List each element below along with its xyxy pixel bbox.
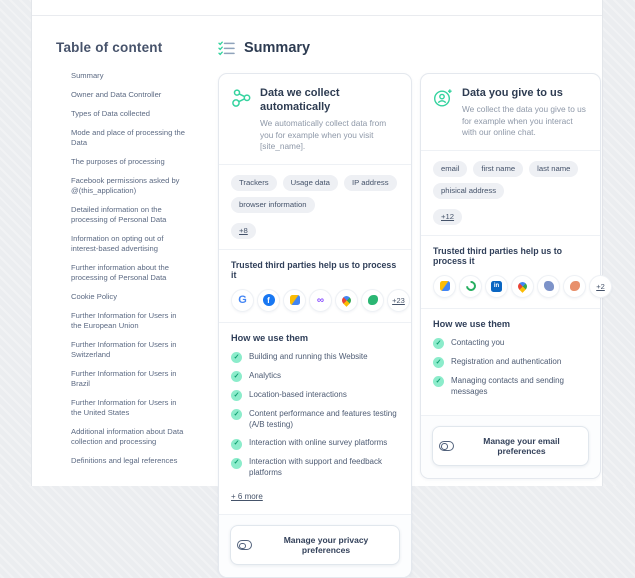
use-item: ✓ Location-based interactions: [231, 390, 399, 402]
toc-item[interactable]: Mode and place of processing the Data: [71, 128, 185, 148]
manage-email-preferences-button[interactable]: Manage your email preferences: [432, 426, 589, 466]
card-title: Data you give to us: [462, 87, 563, 99]
toc-item[interactable]: Further information about the processing of Personal Data: [71, 263, 169, 283]
toc-item[interactable]: Information on opting out of interest-based advertising: [71, 234, 164, 254]
check-icon: ✓: [231, 352, 242, 363]
tags-more-link[interactable]: +12: [433, 209, 462, 225]
toc-item[interactable]: The purposes of processing: [71, 157, 165, 167]
provider-badges: [231, 289, 405, 312]
third-parties-section: [219, 249, 411, 322]
toc-item[interactable]: Additional information about Data collection and processing: [71, 427, 184, 447]
summary-main: [202, 40, 605, 578]
use-item: ✓ Interaction with online survey platforms: [231, 438, 399, 450]
toc-item[interactable]: Owner and Data Controller: [71, 90, 162, 100]
google-ads-icon: [290, 295, 300, 305]
toggle-icon: [237, 540, 252, 550]
blue-app-icon: [544, 281, 554, 291]
toc-title: Table of content: [56, 40, 163, 55]
toggle-icon: [439, 441, 454, 451]
toc-list: [56, 71, 186, 466]
meta-icon: ∞: [316, 294, 325, 306]
collected-data-tags-more-row: [219, 223, 411, 249]
data-tag: browser information: [231, 197, 315, 213]
card-data-collected-automatically: [218, 73, 412, 578]
collected-data-tags: [219, 164, 411, 223]
check-icon: ✓: [231, 371, 242, 382]
toc-item[interactable]: Summary: [71, 71, 104, 80]
use-item: ✓ Building and running this Website: [231, 352, 399, 364]
summary-header: [218, 40, 601, 56]
providers-more-link[interactable]: +2: [589, 275, 612, 298]
table-of-contents: [56, 40, 202, 578]
given-data-tags-more-row: [421, 209, 600, 235]
data-tag: IP address: [344, 175, 397, 191]
third-parties-section: [421, 235, 605, 308]
uses-list: [231, 352, 399, 479]
green-app-icon: [368, 295, 378, 305]
check-icon: ✓: [433, 376, 444, 387]
uses-section: [421, 308, 600, 415]
given-data-tags: [421, 150, 600, 209]
card-title: Data we collect automatically: [260, 87, 340, 114]
toc-item[interactable]: Facebook permissions asked by @(this_application): [71, 176, 180, 196]
uses-title: How we use them: [433, 318, 511, 329]
data-tag: first name: [473, 161, 523, 177]
facebook-icon: f: [263, 294, 275, 306]
third-parties-title: Trusted third parties help us to process it: [231, 259, 397, 280]
top-divider: [32, 15, 602, 16]
third-parties-title: Trusted third parties help us to process it: [433, 245, 563, 266]
google-ads-icon: [440, 281, 450, 291]
green-arc-icon: [463, 279, 477, 293]
check-icon: ✓: [231, 439, 242, 450]
linkedin-icon: in: [491, 281, 502, 292]
tags-more-link[interactable]: +8: [231, 223, 256, 239]
data-tag: Trackers: [231, 175, 277, 191]
toc-item[interactable]: Types of Data collected: [71, 109, 150, 119]
data-tag: phisical address: [433, 183, 504, 199]
toc-item[interactable]: Cookie Policy: [71, 292, 118, 302]
uses-list: [433, 338, 588, 398]
use-item: ✓ Contacting you: [433, 338, 588, 350]
google-maps-icon: [340, 294, 353, 307]
card-footer: [219, 514, 411, 577]
toc-item[interactable]: Further Information for Users in the United States: [71, 398, 177, 418]
card-data-you-give-us: [420, 73, 605, 479]
check-icon: ✓: [231, 409, 242, 420]
use-item: ✓ Managing contacts and sending messages: [433, 376, 588, 398]
providers-more-link[interactable]: +23: [387, 289, 410, 312]
data-tag: Usage data: [283, 175, 338, 191]
checklist-icon: [218, 41, 235, 56]
use-item: ✓ Content performance and features testing (A/B testing): [231, 409, 399, 431]
privacy-policy-panel: [31, 0, 605, 556]
use-item: ✓ Interaction with support and feedback platforms: [231, 457, 399, 479]
toc-item[interactable]: Definitions and legal references: [71, 456, 178, 466]
user-plus-icon: [433, 88, 453, 108]
check-icon: ✓: [231, 458, 242, 469]
data-tag: last name: [529, 161, 578, 177]
provider-badges: [433, 275, 605, 298]
share-nodes-icon: [231, 88, 251, 108]
toc-item[interactable]: Further Information for Users in Brazil: [71, 369, 177, 389]
card-footer: [421, 415, 600, 478]
check-icon: ✓: [433, 338, 444, 349]
card-description: We automatically collect data from you for example when you visit [site_name].: [260, 118, 387, 152]
toc-item[interactable]: Detailed information on the processing of Personal Data: [71, 205, 167, 225]
google-icon: G: [238, 294, 247, 307]
uses-more-link[interactable]: + 6 more: [231, 492, 263, 502]
use-item: ✓ Analytics: [231, 371, 399, 383]
page-title: Summary: [244, 40, 311, 56]
manage-privacy-preferences-button[interactable]: Manage your privacy preferences: [230, 525, 400, 565]
toc-item[interactable]: Further Information for Users in Switzerland: [71, 340, 177, 360]
uses-title: How we use them: [231, 332, 309, 343]
toc-item[interactable]: Further Information for Users in the European Union: [71, 311, 177, 331]
check-icon: ✓: [433, 357, 444, 368]
data-tag: email: [433, 161, 467, 177]
uses-section: [219, 322, 411, 514]
orange-app-icon: [570, 281, 580, 291]
use-item: ✓ Registration and authentication: [433, 357, 588, 369]
google-maps-icon: [516, 280, 529, 293]
check-icon: ✓: [231, 390, 242, 401]
card-description: We collect the data you give to us for example when you interact with our online chat.: [462, 104, 586, 138]
